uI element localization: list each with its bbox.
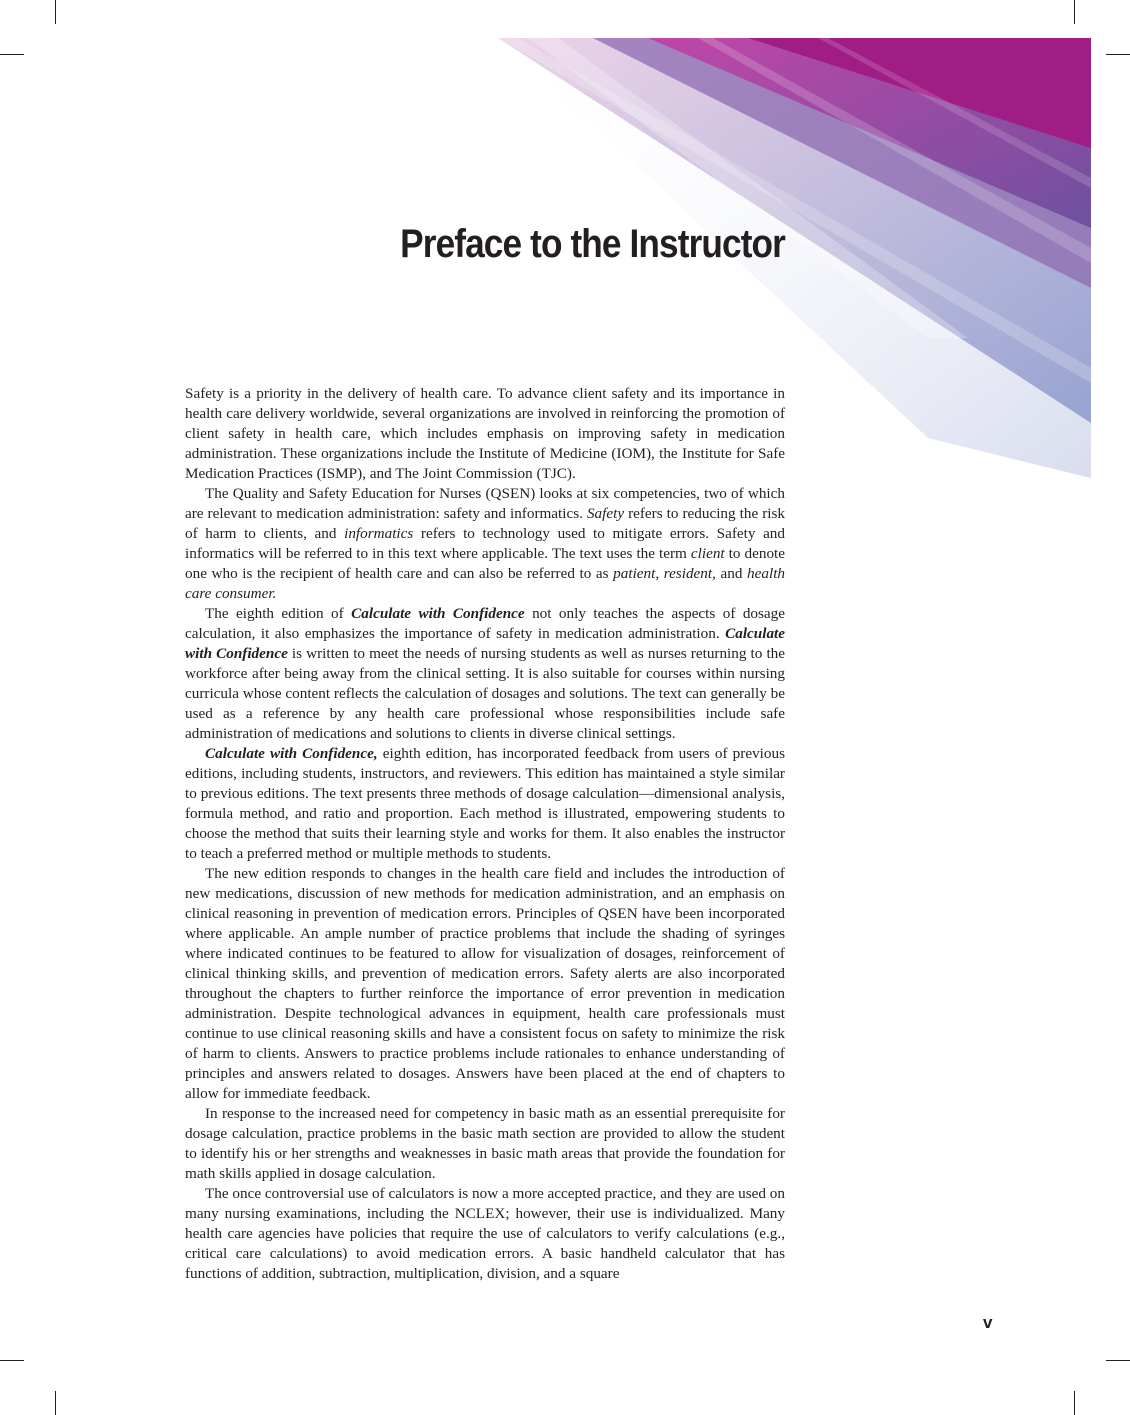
text-run: The new edition responds to changes in the health care field and includes the introduction of new medications, discussion of new methods for medication administration, and an emphasis on clinical reasoning in prevention of medication errors. Principles of QSEN have been incorporated where applicable. An ample number of practice problems that include the shading of syringes where indicated continues to be featured to allow for visualization of dosages, reinforcement of clinical thinking skills, and prevention of medication errors. Safety alerts are also incorporated throughout the chapters to further reinforce the importance of error prevention in medication administration. Despite technological advances in equipment, health care professionals must continue to use clinical reasoning skills and have a consistent focus on safety to minimize the risk of harm to clients. Answers to practice problems include rationales to enhance understanding of principles and answers related to dosages. Answers have been placed at the end of chapters to allow for immediate feedback. (185, 865, 785, 1102)
italic-term: health care consumer. (185, 565, 786, 602)
text-run: In response to the increased need for competency in basic math as an essential prerequisite for dosage calculation, practice problems in the basic math section are provided to allow the student to identify his or her strengths and weaknesses in basic math areas that provide the foundation for math skills applied in dosage calculation. (185, 1105, 785, 1182)
body-text (185, 384, 785, 1284)
paragraph (185, 1184, 785, 1284)
text-run: to denote one who is the recipient of health care and can also be referred to as (185, 545, 785, 582)
page-title: Preface to the Instructor (400, 222, 785, 266)
text-run: eighth edition, has incorporated feedback from users of previous editions, including students, instructors, and reviewers. This edition has maintained a style similar to previous editions. The text presents three methods of dosage calculation—dimensional analysis, formula method, and ratio and proportion. Each method is illustrated, empowering students to choose the method that suits their learning style and works for them. It also enables the instructor to teach a preferred method or multiple methods to students. (185, 745, 785, 862)
paragraph (185, 484, 785, 604)
paragraph (185, 604, 785, 744)
crop-mark (1074, 0, 1075, 24)
paragraph (185, 864, 785, 1104)
crop-mark (0, 54, 24, 55)
text-run: refers to technology used to mitigate errors. Safety and informatics will be referred to in this text where applicable. The text uses the term (185, 525, 785, 562)
crop-mark (1106, 1360, 1130, 1361)
text-run: The Quality and Safety Education for Nurses (QSEN) looks at six competencies, two of which are relevant to medication administration: safety and informatics. (185, 485, 785, 522)
text-run: Safety is a priority in the delivery of health care. To advance client safety and its importance in health care delivery worldwide, several organizations are involved in reinforcing the promotion of client safety in health care, which includes emphasis on improving safety in medication administration. These organizations include the Institute of Medicine (IOM), the Institute for Safe Medication Practices (ISMP), and The Joint Commission (TJC). (185, 385, 785, 482)
italic-term: informatics (344, 525, 414, 542)
book-title: Calculate with Confidence (351, 605, 525, 622)
italic-term: client (690, 545, 725, 562)
book-title: Calculate with Confidence, (205, 745, 378, 762)
italic-term: patient, resident, (613, 565, 716, 582)
text-run: The once controversial use of calculators is now a more accepted practice, and they are used on many nursing examinations, including the NCLEX; however, their use is individualized. Many health care agencies have policies that require the use of calculators to verify calculations (e.g., critical care calculations) to avoid medication errors. A basic handheld calculator that has functions of addition, subtraction, multiplication, division, and a square (185, 1185, 785, 1282)
crop-mark (55, 0, 56, 24)
book-title: Calculate with Confidence (185, 625, 785, 662)
crop-mark (1074, 1391, 1075, 1415)
crop-mark (0, 1360, 24, 1361)
text-run: refers to reducing the risk of harm to clients, and (185, 505, 785, 542)
crop-mark (1106, 54, 1130, 55)
paragraph (185, 1104, 785, 1184)
italic-term: Safety (586, 505, 625, 522)
text-run: and (715, 565, 748, 582)
paragraph (185, 744, 785, 864)
page-number: v (983, 1313, 993, 1332)
text-run: is written to meet the needs of nursing students as well as nurses returning to the workforce after being away from the clinical setting. It is also suitable for courses within nursing curricula whose content reflects the calculation of dosages and solutions. The text can generally be used as a reference by any health care professional whose responsibilities include safe administration of medications and solutions to clients in diverse clinical settings. (185, 645, 785, 742)
text-run: not only teaches the aspects of dosage calculation, it also emphasizes the importance of safety in medication administration. (185, 605, 785, 642)
text-run: The eighth edition of (205, 605, 352, 622)
paragraph (185, 384, 785, 484)
crop-mark (55, 1391, 56, 1415)
